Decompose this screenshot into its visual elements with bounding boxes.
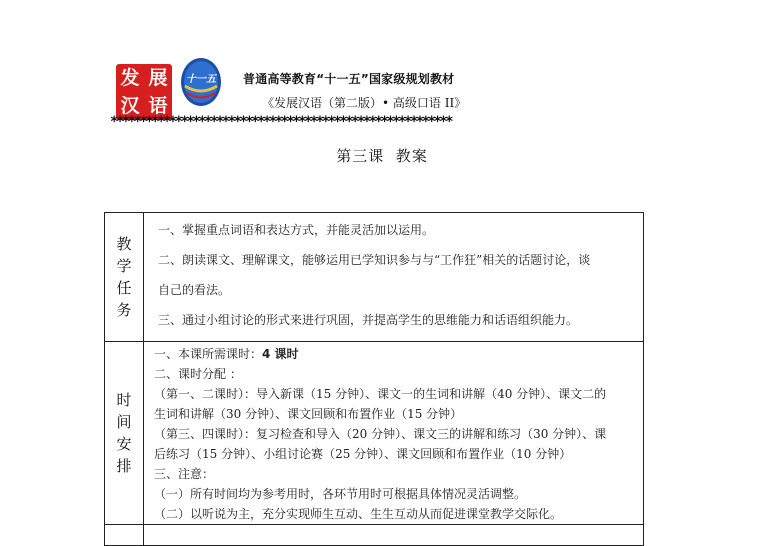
series-line: 普通高等教育“十一五”国家级规划教材 xyxy=(243,72,455,86)
book-title-line: 《发展汉语（第二版）• 高级口语 II》 xyxy=(262,96,467,110)
emblem-text: 十一五 xyxy=(186,74,216,85)
next-row-content xyxy=(144,525,644,546)
teaching-tasks-row xyxy=(105,213,644,342)
page-title: 第三课 教案 xyxy=(336,147,428,165)
next-row xyxy=(105,525,644,546)
time-schedule-heading xyxy=(105,342,144,525)
next-row-heading xyxy=(105,525,144,546)
task-item: 三、通过小组讨论的形式来进行巩固，并提高学生的思维能力和话语组织能力。 xyxy=(158,313,579,327)
heading-char: 任 xyxy=(116,279,132,297)
logo-char: 发 xyxy=(120,66,140,89)
schedule-line: （二）以听说为主，充分实现师生互动、生生互动从而促进课堂教学交际化。 xyxy=(154,507,563,521)
hours-value: 4 课时 xyxy=(262,347,299,361)
logo-char: 汉 xyxy=(120,94,140,117)
heading-char: 学 xyxy=(116,257,132,275)
schedule-line: （第一、二课时）：导入新课（15 分钟）、课文一的生词和讲解（40 分钟）、课文二的 xyxy=(154,387,607,401)
hours-label: 一、本课所需课时： xyxy=(154,347,263,361)
time-schedule-content xyxy=(144,342,644,525)
schedule-line: 生词和讲解（30 分钟）、课文回顾和布置作业（15 分钟） xyxy=(154,407,463,421)
heading-char: 安 xyxy=(116,435,132,453)
heading-char: 时 xyxy=(116,391,132,409)
star-divider: ********************************************************** xyxy=(110,114,451,130)
schedule-line: （第三、四课时）：复习检查和导入（20 分钟）、课文三的讲解和练习（30 分钟）、课 xyxy=(154,427,607,441)
lesson-plan-table xyxy=(104,212,644,546)
schedule-line: 后练习（15 分钟）、小组讨论赛（25 分钟）、课文回顾和布置作业（10 分钟） xyxy=(154,447,572,461)
logo-char: 展 xyxy=(148,66,168,89)
teaching-tasks-content xyxy=(144,213,644,342)
heading-char: 间 xyxy=(116,413,132,431)
time-schedule-row xyxy=(105,342,644,525)
schedule-line: 二、课时分配 ： xyxy=(154,367,242,381)
logo-char: 语 xyxy=(148,94,168,117)
teaching-tasks-heading xyxy=(105,213,144,342)
schedule-line: （一）所有时间均为参考用时，各环节用时可根据具体情况灵活调整。 xyxy=(154,487,527,501)
schedule-line: 三、注意： xyxy=(154,467,215,481)
task-item: 一、掌握重点词语和表达方式，并能灵活加以运用。 xyxy=(158,223,435,237)
heading-char: 排 xyxy=(116,457,132,475)
heading-char: 务 xyxy=(116,301,132,319)
schedule-hours-line xyxy=(154,344,637,364)
heading-char: 教 xyxy=(116,235,132,253)
fazhan-hanyu-logo xyxy=(116,64,172,120)
task-item: 自己的看法。 xyxy=(158,283,231,297)
task-item: 二、朗读课文、理解课文，能够运用已学知识参与与“工作狂”相关的话题讨论，谈 xyxy=(158,253,591,267)
eleventh-five-year-plan-emblem xyxy=(179,56,223,108)
